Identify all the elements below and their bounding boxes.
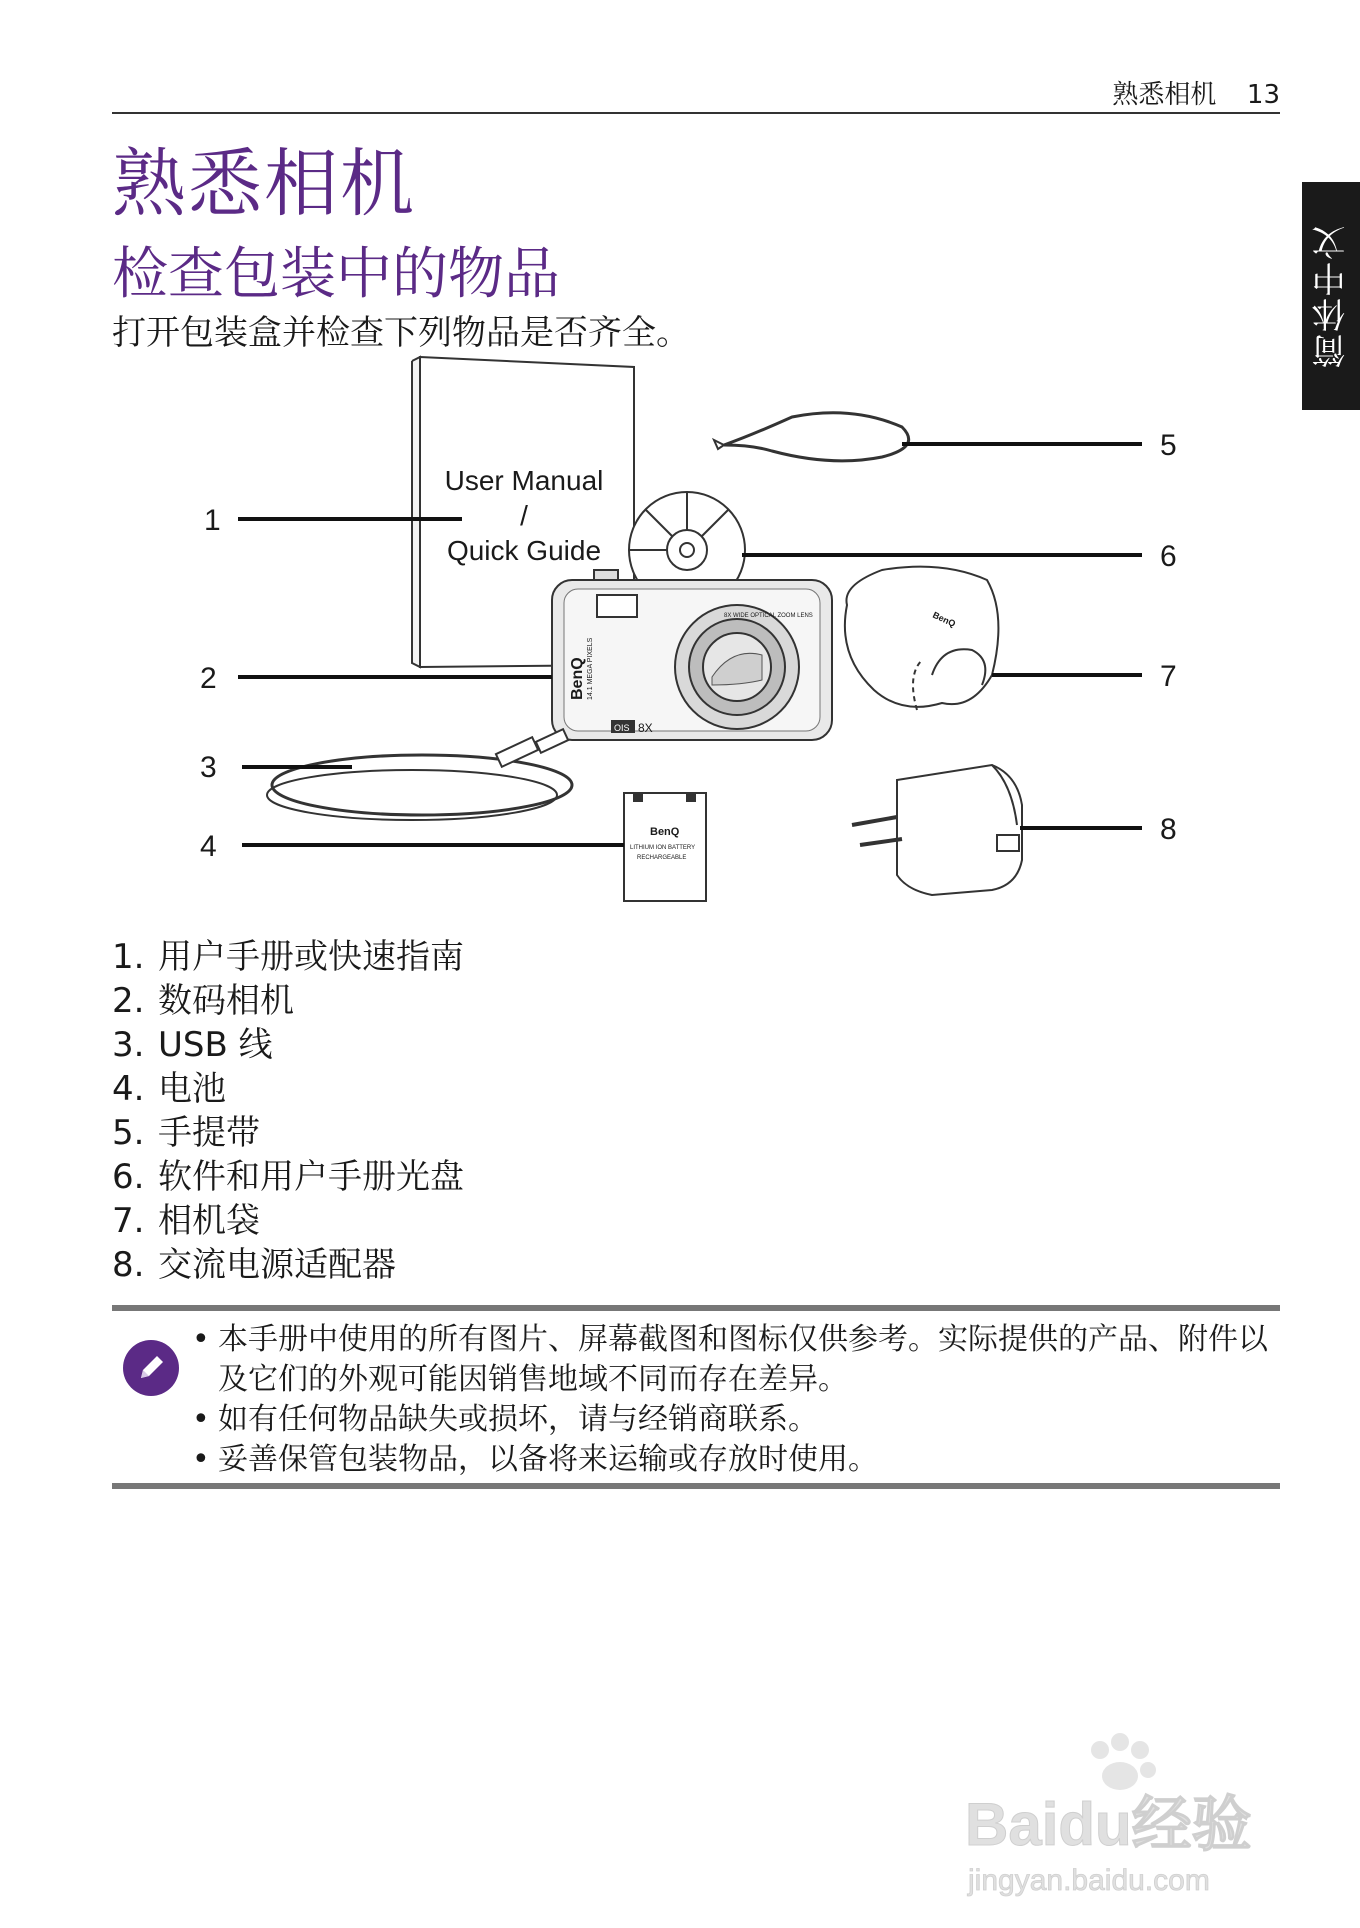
watermark-line-2: jingyan.baidu.com xyxy=(968,1864,1210,1897)
manual-line-2: / xyxy=(520,500,528,531)
callout-4: 4 xyxy=(200,830,217,863)
callout-2: 2 xyxy=(200,662,217,695)
watermark-line-1: Baidu经验 xyxy=(965,1791,1252,1858)
list-item: 7. 相机袋 xyxy=(112,1201,260,1241)
language-tab xyxy=(1302,182,1360,410)
callout-7: 7 xyxy=(1160,660,1177,693)
usb-cable-illustration xyxy=(267,729,572,820)
lens-text: 8X WIDE OPTICAL ZOOM LENS xyxy=(724,613,813,619)
strap-illustration xyxy=(714,413,909,461)
callout-5: 5 xyxy=(1160,429,1177,462)
baidu-watermark xyxy=(960,1730,1280,1900)
callout-6: 6 xyxy=(1160,540,1177,573)
camera-ois: OIS xyxy=(614,723,630,733)
note-item: • 妥善保管包装物品，以备将来运输或存放时使用。 xyxy=(192,1442,878,1477)
section-title: 检查包装中的物品 xyxy=(112,242,560,307)
camera-brand: BenQ xyxy=(569,657,586,700)
item-list xyxy=(112,935,464,1287)
note-item: • 如有任何物品缺失或损坏，请与经销商联系。 xyxy=(192,1402,818,1437)
manual-line-1: User Manual xyxy=(444,465,604,496)
list-item: 8. 交流电源适配器 xyxy=(112,1245,396,1285)
camera-illustration xyxy=(552,570,832,740)
callout-8: 8 xyxy=(1160,813,1177,846)
package-contents-figure xyxy=(112,355,1212,915)
camera-zoom: 8X xyxy=(638,721,653,735)
note-item: • 本手册中使用的所有图片、屏幕截图和图标仅供参考。实际提供的产品、附件以及它们的外观可能因销售地域不同而存在差异。 xyxy=(192,1322,1268,1397)
adapter-illustration xyxy=(852,765,1022,895)
list-item: 1. 用户手册或快速指南 xyxy=(112,937,464,977)
header-rule xyxy=(112,112,1280,114)
callout-1: 1 xyxy=(204,504,221,537)
bag-illustration xyxy=(845,567,999,710)
list-item: 5. 手提带 xyxy=(112,1113,260,1153)
note-top-rule xyxy=(112,1305,1280,1311)
language-tab-label: 简体中文 xyxy=(1311,224,1352,368)
battery-line-2: RECHARGEABLE xyxy=(637,855,687,861)
battery-brand: BenQ xyxy=(650,826,680,838)
pencil-note-icon xyxy=(123,1340,179,1396)
list-item: 6. 软件和用户手册光盘 xyxy=(112,1157,464,1197)
battery-line-1: LITHIUM ION BATTERY xyxy=(630,845,696,851)
page-number: 13 xyxy=(1246,80,1280,110)
running-header xyxy=(1080,74,1280,111)
bag-brand: BenQ xyxy=(931,609,958,629)
callout-3: 3 xyxy=(200,751,217,784)
manual-line-3: Quick Guide xyxy=(446,535,602,566)
intro-text: 打开包装盒并检查下列物品是否齐全。 xyxy=(112,313,690,353)
note-bottom-rule xyxy=(112,1483,1280,1489)
page-title: 熟悉相机 xyxy=(112,141,416,227)
list-item: 4. 电池 xyxy=(112,1069,226,1109)
camera-megapixels: 14.1 MEGA PIXELS xyxy=(587,637,594,700)
running-title: 熟悉相机 xyxy=(1112,80,1217,110)
note-list xyxy=(192,1320,1277,1480)
list-item: 3. USB 线 xyxy=(112,1025,273,1065)
list-item: 2. 数码相机 xyxy=(112,981,294,1021)
